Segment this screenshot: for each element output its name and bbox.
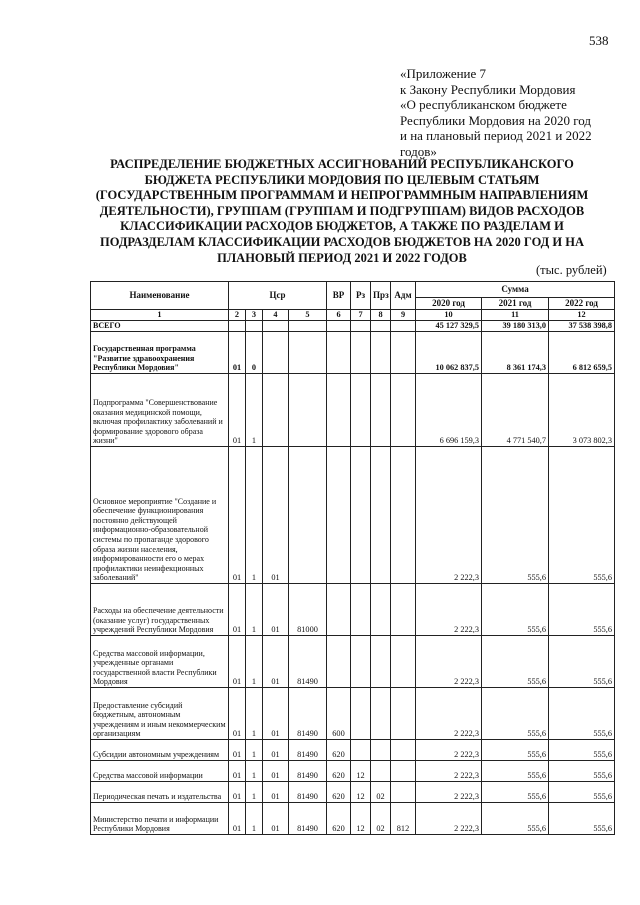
- units-label: (тыс. рублей): [536, 263, 607, 277]
- csr-subprogram: 1: [246, 740, 263, 761]
- amount-2022: 555,6: [549, 447, 615, 584]
- csr-subprogram: 1: [246, 584, 263, 636]
- amount-2021: 39 180 313,0: [482, 321, 549, 332]
- csr-direction: 81490: [289, 688, 327, 740]
- csr-event: 01: [263, 688, 289, 740]
- adm-code: [391, 332, 416, 374]
- row-name: Средства массовой информации: [91, 761, 229, 782]
- vr-code: [327, 321, 351, 332]
- rz-code: [351, 447, 371, 584]
- table-row: [91, 803, 615, 835]
- vr-code: 600: [327, 688, 351, 740]
- csr-program: 01: [229, 332, 246, 374]
- prz-code: [371, 374, 391, 447]
- csr-event: 01: [263, 740, 289, 761]
- column-number: 1: [91, 310, 229, 321]
- header-vr: ВР: [327, 282, 351, 310]
- rz-code: [351, 688, 371, 740]
- amount-2022: 555,6: [549, 782, 615, 803]
- csr-direction: [289, 374, 327, 447]
- amount-2021: 8 361 174,3: [482, 332, 549, 374]
- csr-subprogram: 1: [246, 761, 263, 782]
- column-number: 8: [371, 310, 391, 321]
- amount-2021: 555,6: [482, 447, 549, 584]
- amount-2022: 555,6: [549, 584, 615, 636]
- table-row: [91, 584, 615, 636]
- csr-subprogram: 0: [246, 332, 263, 374]
- header-rz: Рз: [351, 282, 371, 310]
- csr-subprogram: [246, 321, 263, 332]
- prz-code: [371, 584, 391, 636]
- page-number: 538: [589, 33, 609, 48]
- row-name: Министерство печати и информации Республики Мордовия: [91, 803, 229, 835]
- amount-2021: 555,6: [482, 636, 549, 688]
- amount-2020: 2 222,3: [416, 584, 482, 636]
- amount-2022: 555,6: [549, 740, 615, 761]
- title-line: КЛАССИФИКАЦИИ РАСХОДОВ БЮДЖЕТОВ, А ТАКЖЕ ПО РАЗДЕЛАМ И: [120, 219, 564, 234]
- budget-table: [90, 281, 615, 835]
- amount-2020: 2 222,3: [416, 761, 482, 782]
- csr-direction: [289, 332, 327, 374]
- amount-2021: 555,6: [482, 782, 549, 803]
- prz-code: 02: [371, 782, 391, 803]
- column-numbers-row: [91, 310, 615, 321]
- csr-program: 01: [229, 740, 246, 761]
- amount-2020: 2 222,3: [416, 782, 482, 803]
- csr-program: 01: [229, 374, 246, 447]
- row-name: Государственная программа "Развитие здравоохранения Республики Мордовия": [91, 332, 229, 374]
- csr-subprogram: 1: [246, 636, 263, 688]
- document-title: [80, 157, 604, 266]
- vr-code: 620: [327, 782, 351, 803]
- csr-subprogram: 1: [246, 782, 263, 803]
- column-number: 4: [263, 310, 289, 321]
- column-number: 10: [416, 310, 482, 321]
- row-name: ВСЕГО: [91, 321, 229, 332]
- csr-program: 01: [229, 803, 246, 835]
- adm-code: [391, 636, 416, 688]
- csr-event: 01: [263, 584, 289, 636]
- header-name: Наименование: [91, 282, 229, 310]
- adm-code: [391, 447, 416, 584]
- row-name: Расходы на обеспечение деятельности (оказание услуг) государственных учреждений Республики Мордовия: [91, 584, 229, 636]
- csr-subprogram: 1: [246, 803, 263, 835]
- table-row: [91, 321, 615, 332]
- annex-line: Республики Мордовия на 2020 год: [400, 112, 591, 128]
- rz-code: 12: [351, 803, 371, 835]
- header-row: [91, 282, 615, 298]
- vr-code: 620: [327, 803, 351, 835]
- csr-direction: 81000: [289, 584, 327, 636]
- csr-program: 01: [229, 447, 246, 584]
- amount-2020: 2 222,3: [416, 740, 482, 761]
- csr-event: 01: [263, 782, 289, 803]
- column-number: 12: [549, 310, 615, 321]
- csr-event: 01: [263, 761, 289, 782]
- column-number: 2: [229, 310, 246, 321]
- vr-code: [327, 584, 351, 636]
- annex-reference: [400, 66, 632, 160]
- table-row: [91, 688, 615, 740]
- adm-code: [391, 688, 416, 740]
- row-name: Подпрограмма "Совершенствование оказания медицинской помощи, включая профилактику заболеваний и формирование здорового образа жизни": [91, 374, 229, 447]
- title-line: ПОДРАЗДЕЛАМ КЛАССИФИКАЦИИ РАСХОДОВ БЮДЖЕТОВ НА 2020 ГОД И НА: [100, 234, 584, 249]
- rz-code: [351, 332, 371, 374]
- amount-2022: 6 812 659,5: [549, 332, 615, 374]
- csr-program: 01: [229, 688, 246, 740]
- amount-2022: 555,6: [549, 803, 615, 835]
- row-name: Субсидии автономным учреждениям: [91, 740, 229, 761]
- amount-2020: 10 062 837,5: [416, 332, 482, 374]
- csr-program: 01: [229, 636, 246, 688]
- vr-code: [327, 332, 351, 374]
- csr-direction: [289, 447, 327, 584]
- title-line: (ГОСУДАРСТВЕННЫМ ПРОГРАММАМ И НЕПРОГРАММНЫМ НАПРАВЛЕНИЯМ: [95, 188, 589, 203]
- adm-code: [391, 374, 416, 447]
- adm-code: [391, 782, 416, 803]
- csr-event: [263, 332, 289, 374]
- row-name: Предоставление субсидий бюджетным, автономным учреждениям и иным некоммерческим организациям: [91, 688, 229, 740]
- annex-line: к Закону Республики Мордовия: [400, 81, 576, 97]
- csr-program: 01: [229, 761, 246, 782]
- prz-code: [371, 740, 391, 761]
- adm-code: [391, 584, 416, 636]
- row-name: Периодическая печать и издательства: [91, 782, 229, 803]
- adm-code: [391, 761, 416, 782]
- csr-direction: 81490: [289, 636, 327, 688]
- csr-program: [229, 321, 246, 332]
- vr-code: [327, 374, 351, 447]
- amount-2022: 555,6: [549, 688, 615, 740]
- table-row: [91, 332, 615, 374]
- rz-code: [351, 584, 371, 636]
- header-sum: Сумма: [416, 282, 615, 298]
- table-row: [91, 740, 615, 761]
- csr-program: 01: [229, 782, 246, 803]
- csr-direction: [289, 321, 327, 332]
- amount-2020: 2 222,3: [416, 803, 482, 835]
- prz-code: [371, 321, 391, 332]
- table-row: [91, 761, 615, 782]
- csr-event: 01: [263, 636, 289, 688]
- csr-event: 01: [263, 447, 289, 584]
- csr-subprogram: 1: [246, 374, 263, 447]
- adm-code: 812: [391, 803, 416, 835]
- column-number: 9: [391, 310, 416, 321]
- rz-code: 12: [351, 761, 371, 782]
- budget-rows: [91, 321, 615, 835]
- rz-code: [351, 321, 371, 332]
- csr-event: 01: [263, 803, 289, 835]
- vr-code: 620: [327, 740, 351, 761]
- column-number: 5: [289, 310, 327, 321]
- amount-2020: 6 696 159,3: [416, 374, 482, 447]
- column-number: 11: [482, 310, 549, 321]
- csr-event: [263, 321, 289, 332]
- csr-program: 01: [229, 584, 246, 636]
- column-number: 6: [327, 310, 351, 321]
- annex-line: «Приложение 7: [400, 66, 487, 81]
- table-row: [91, 374, 615, 447]
- title-line: ПЛАНОВЫЙ ПЕРИОД 2021 И 2022 ГОДОВ: [217, 250, 467, 265]
- rz-code: [351, 374, 371, 447]
- title-line: БЮДЖЕТА РЕСПУБЛИКИ МОРДОВИЯ ПО ЦЕЛЕВЫМ СТАТЬЯМ: [144, 172, 540, 187]
- amount-2020: 2 222,3: [416, 688, 482, 740]
- amount-2020: 2 222,3: [416, 636, 482, 688]
- header-csr: Цср: [229, 282, 327, 310]
- prz-code: [371, 688, 391, 740]
- prz-code: [371, 761, 391, 782]
- amount-2021: 555,6: [482, 688, 549, 740]
- table-row: [91, 782, 615, 803]
- row-name: Основное мероприятие "Создание и обеспечение функционирования постоянно действующей информационно-образовательной системы по пропаганде здорового образа жизни населения, информированности его о мерах профилактики неинфекционных заболеваний": [91, 447, 229, 584]
- row-name: Средства массовой информации, учрежденные органами государственной власти Республики Мордовия: [91, 636, 229, 688]
- prz-code: [371, 447, 391, 584]
- vr-code: [327, 447, 351, 584]
- amount-2021: 555,6: [482, 740, 549, 761]
- title-line: ДЕЯТЕЛЬНОСТИ), ГРУППАМ (ГРУППАМ И ПОДГРУППАМ) ВИДОВ РАСХОДОВ: [99, 203, 585, 218]
- prz-code: 02: [371, 803, 391, 835]
- rz-code: [351, 740, 371, 761]
- amount-2021: 4 771 540,7: [482, 374, 549, 447]
- csr-event: [263, 374, 289, 447]
- csr-subprogram: 1: [246, 688, 263, 740]
- annex-line: «О республиканском бюджете: [400, 97, 567, 113]
- header-adm: Адм: [391, 282, 416, 310]
- adm-code: [391, 321, 416, 332]
- csr-direction: 81490: [289, 740, 327, 761]
- amount-2022: 37 538 398,8: [549, 321, 615, 332]
- prz-code: [371, 636, 391, 688]
- table-row: [91, 447, 615, 584]
- annex-line: годов»: [400, 143, 437, 159]
- annex-line: и на плановый период 2021 и 2022: [400, 128, 592, 144]
- amount-2021: 555,6: [482, 584, 549, 636]
- csr-direction: 81490: [289, 761, 327, 782]
- header-year-2021: 2021 год: [482, 298, 549, 310]
- amount-2021: 555,6: [482, 761, 549, 782]
- amount-2020: 45 127 329,5: [416, 321, 482, 332]
- column-number: 3: [246, 310, 263, 321]
- adm-code: [391, 740, 416, 761]
- rz-code: [351, 636, 371, 688]
- header-year-2022: 2022 год: [549, 298, 615, 310]
- table-row: [91, 636, 615, 688]
- title-line: РАСПРЕДЕЛЕНИЕ БЮДЖЕТНЫХ АССИГНОВАНИЙ РЕСПУБЛИКАНСКОГО: [110, 157, 574, 171]
- prz-code: [371, 332, 391, 374]
- amount-2020: 2 222,3: [416, 447, 482, 584]
- vr-code: [327, 636, 351, 688]
- amount-2022: 3 073 802,3: [549, 374, 615, 447]
- csr-direction: 81490: [289, 803, 327, 835]
- rz-code: 12: [351, 782, 371, 803]
- amount-2021: 555,6: [482, 803, 549, 835]
- amount-2022: 555,6: [549, 761, 615, 782]
- amount-2022: 555,6: [549, 636, 615, 688]
- header-prz: Прз: [371, 282, 391, 310]
- header-year-2020: 2020 год: [416, 298, 482, 310]
- vr-code: 620: [327, 761, 351, 782]
- csr-subprogram: 1: [246, 447, 263, 584]
- column-number: 7: [351, 310, 371, 321]
- csr-direction: 81490: [289, 782, 327, 803]
